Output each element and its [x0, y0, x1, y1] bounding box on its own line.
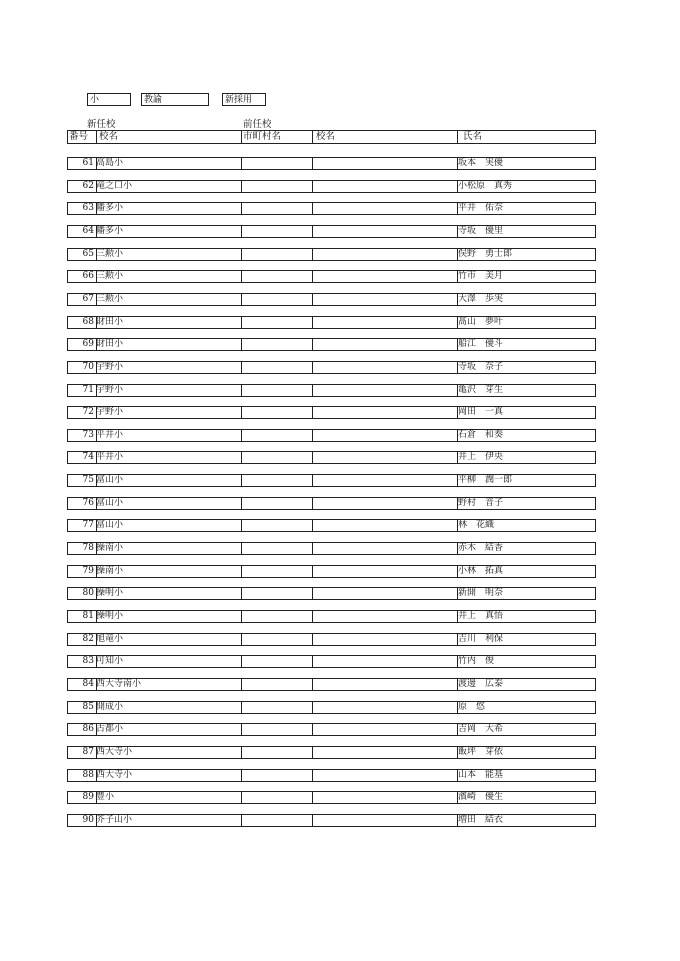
prev-school-cell	[314, 181, 456, 192]
municipality-cell	[243, 158, 311, 169]
municipality-cell	[243, 203, 311, 214]
school-name: 操南小	[96, 543, 124, 553]
prev-school-cell	[314, 430, 456, 441]
table-row	[67, 293, 596, 306]
table-row	[67, 587, 596, 600]
person-name: 平柳 潤一郎	[458, 475, 513, 486]
divider	[241, 316, 242, 329]
row-number: 77	[82, 520, 94, 531]
divider	[241, 497, 242, 510]
row-number: 87	[82, 746, 94, 757]
prev-school-cell	[314, 792, 456, 803]
divider	[241, 474, 242, 487]
school-name: 三勲小	[96, 271, 124, 282]
person-name: 濱崎 優生	[458, 792, 504, 803]
municipality-cell	[243, 634, 311, 645]
divider	[96, 131, 97, 143]
prev-school-cell	[314, 679, 456, 690]
table-row	[67, 723, 596, 736]
col-prev-school-name: 校名	[316, 131, 336, 142]
person-name: 赤木 結香	[458, 543, 504, 553]
prev-school-cell	[314, 271, 456, 282]
row-number: 90	[82, 814, 94, 825]
person-name: 石倉 和奏	[458, 429, 504, 440]
row-number: 89	[82, 792, 94, 803]
prev-school-cell	[314, 475, 456, 486]
divider	[312, 451, 313, 464]
municipality-cell	[243, 181, 311, 192]
row-number: 68	[82, 316, 94, 327]
person-name: 飯坪 芽依	[458, 746, 504, 757]
school-name: 宇野小	[96, 361, 124, 372]
school-name: 古都小	[96, 724, 124, 735]
divider	[312, 701, 313, 714]
person-name: 亀沢 芽生	[458, 384, 504, 395]
person-name: 平井 佑奈	[458, 203, 504, 214]
col-municipality: 市町村名	[243, 131, 282, 142]
prev-school-cell	[314, 339, 456, 350]
person-name: 岡田 一真	[458, 407, 504, 418]
divider	[241, 338, 242, 351]
prev-school-cell	[314, 747, 456, 758]
divider	[241, 270, 242, 283]
prev-school-cell	[314, 724, 456, 735]
school-name: 開成小	[96, 701, 124, 712]
table-row	[67, 474, 596, 487]
person-name: 寺坂 優里	[458, 225, 504, 236]
row-number: 88	[82, 769, 94, 780]
person-name: 髙山 夢叶	[458, 316, 504, 327]
school-name: 財田小	[96, 339, 124, 350]
municipality-cell	[243, 475, 311, 486]
row-number: 86	[82, 724, 94, 735]
table-row	[67, 361, 596, 374]
table-row	[67, 157, 596, 170]
prev-school-cell	[314, 702, 456, 713]
divider	[312, 678, 313, 691]
municipality-cell	[243, 498, 311, 509]
table-row	[67, 202, 596, 215]
municipality-cell	[243, 339, 311, 350]
divider	[312, 180, 313, 193]
divider	[312, 293, 313, 306]
school-name: 富山小	[96, 475, 124, 486]
table-row	[67, 814, 596, 827]
row-number: 62	[82, 180, 94, 191]
school-name: 富山小	[96, 497, 124, 508]
prev-school-cell	[314, 362, 456, 373]
school-name: 宇野小	[96, 384, 124, 395]
prev-school-cell	[314, 452, 456, 463]
person-name: 吉川 利保	[458, 633, 504, 644]
row-number: 80	[82, 588, 94, 599]
divider	[241, 701, 242, 714]
divider	[241, 791, 242, 804]
new-school-group-header: 新任校	[87, 119, 116, 130]
prev-school-group-header: 前任校	[243, 119, 272, 130]
table-row	[67, 633, 596, 646]
prev-school-cell	[314, 158, 456, 169]
school-name: 高島小	[96, 158, 124, 168]
municipality-cell	[243, 792, 311, 803]
divider	[241, 293, 242, 306]
divider	[312, 225, 313, 238]
divider	[241, 769, 242, 782]
category-box: 新採用	[222, 93, 266, 106]
divider	[312, 791, 313, 804]
prev-school-cell	[314, 249, 456, 260]
school-name: 操南小	[96, 565, 124, 576]
municipality-cell	[243, 543, 311, 554]
prev-school-cell	[314, 611, 456, 622]
person-name: 野村 音子	[458, 497, 504, 508]
divider	[241, 202, 242, 215]
school-name: 幡多小	[96, 225, 124, 236]
row-number: 76	[82, 497, 94, 508]
divider	[312, 338, 313, 351]
school-name: 財田小	[96, 316, 124, 327]
person-name: 小松原 真秀	[458, 180, 513, 191]
person-name: 俣野 勇士郎	[458, 248, 513, 259]
table-row	[67, 769, 596, 782]
table-row	[67, 565, 596, 578]
municipality-cell	[243, 271, 311, 282]
divider	[241, 225, 242, 238]
person-name: 井上 伊央	[458, 452, 504, 463]
divider	[241, 131, 242, 143]
municipality-cell	[243, 770, 311, 781]
prev-school-cell	[314, 317, 456, 328]
divider	[312, 723, 313, 736]
prev-school-cell	[314, 520, 456, 531]
person-name: 原 悠	[458, 701, 486, 712]
divider	[312, 655, 313, 668]
divider	[241, 157, 242, 170]
municipality-cell	[243, 385, 311, 396]
column-header-row	[67, 131, 596, 144]
person-name: 坂本 実優	[458, 158, 504, 168]
table-row	[67, 542, 596, 555]
school-name: 旭竜小	[96, 633, 124, 644]
row-number: 75	[82, 475, 94, 486]
col-school-name: 校名	[99, 131, 119, 142]
municipality-cell	[243, 520, 311, 531]
person-name: 林 花織	[458, 520, 495, 531]
divider	[241, 746, 242, 759]
school-name: 平井小	[96, 429, 124, 440]
divider	[312, 814, 313, 827]
person-name: 井上 真悟	[458, 611, 504, 621]
school-name: 幡多小	[96, 203, 124, 214]
row-number: 70	[82, 361, 94, 372]
divider	[241, 542, 242, 555]
divider	[312, 384, 313, 397]
divider	[312, 542, 313, 555]
municipality-cell	[243, 747, 311, 758]
divider	[312, 248, 313, 261]
divider	[241, 248, 242, 261]
prev-school-cell	[314, 203, 456, 214]
divider	[457, 131, 458, 143]
person-name: 吉岡 大希	[458, 724, 504, 735]
prev-school-cell	[314, 656, 456, 667]
school-name: 可知小	[96, 656, 124, 667]
person-name: 小林 拓真	[458, 565, 504, 576]
table-row	[67, 519, 596, 532]
school-name: 西大寺小	[96, 769, 133, 780]
municipality-cell	[243, 226, 311, 237]
municipality-cell	[243, 452, 311, 463]
row-number: 82	[82, 633, 94, 644]
divider	[312, 474, 313, 487]
row-number: 69	[82, 339, 94, 350]
divider	[312, 610, 313, 623]
prev-school-cell	[314, 294, 456, 305]
table-row	[67, 429, 596, 442]
table-row	[67, 225, 596, 238]
table-row	[67, 180, 596, 193]
divider	[241, 429, 242, 442]
prev-school-cell	[314, 226, 456, 237]
prev-school-cell	[314, 634, 456, 645]
table-row	[67, 655, 596, 668]
divider	[312, 361, 313, 374]
row-number: 63	[82, 203, 94, 214]
municipality-cell	[243, 249, 311, 260]
divider	[241, 180, 242, 193]
prev-school-cell	[314, 407, 456, 418]
municipality-cell	[243, 656, 311, 667]
row-number: 79	[82, 565, 94, 576]
school-name: 三勲小	[96, 293, 124, 304]
school-name: 竜之口小	[96, 180, 133, 191]
col-person-name: 氏名	[463, 131, 483, 142]
school-name: 西大寺小	[96, 746, 133, 757]
row-number: 65	[82, 248, 94, 259]
table-row	[67, 384, 596, 397]
row-number: 72	[82, 407, 94, 418]
prev-school-cell	[314, 770, 456, 781]
prev-school-cell	[314, 815, 456, 826]
divider	[241, 723, 242, 736]
divider	[312, 633, 313, 646]
row-number: 74	[82, 452, 94, 463]
table-row	[67, 610, 596, 623]
divider	[312, 519, 313, 532]
divider	[312, 316, 313, 329]
row-number: 67	[82, 293, 94, 304]
row-number: 84	[82, 678, 94, 689]
person-name: 増田 結衣	[458, 814, 504, 825]
prev-school-cell	[314, 385, 456, 396]
municipality-cell	[243, 294, 311, 305]
divider	[241, 814, 242, 827]
divider	[241, 565, 242, 578]
person-name: 大澤 歩実	[458, 293, 504, 304]
municipality-cell	[243, 702, 311, 713]
municipality-cell	[243, 566, 311, 577]
school-name: 宇野小	[96, 407, 124, 418]
divider	[312, 769, 313, 782]
person-name: 寺坂 奈子	[458, 361, 504, 372]
divider	[312, 429, 313, 442]
municipality-cell	[243, 611, 311, 622]
divider	[312, 587, 313, 600]
municipality-cell	[243, 317, 311, 328]
municipality-cell	[243, 679, 311, 690]
divider	[312, 270, 313, 283]
position-box: 教諭	[141, 93, 209, 106]
divider	[241, 678, 242, 691]
row-number: 81	[82, 611, 94, 621]
row-number: 83	[82, 656, 94, 667]
divider	[241, 610, 242, 623]
table-row	[67, 497, 596, 510]
divider	[312, 202, 313, 215]
school-name: 操明小	[96, 588, 124, 599]
table-row	[67, 746, 596, 759]
divider	[312, 746, 313, 759]
table-row	[67, 270, 596, 283]
school-name: 富山小	[96, 520, 124, 531]
person-name: 竹市 美月	[458, 271, 504, 282]
municipality-cell	[243, 724, 311, 735]
row-number: 71	[82, 384, 94, 395]
divider	[241, 655, 242, 668]
person-name: 渡邊 広泰	[458, 678, 504, 689]
person-name: 山本 能基	[458, 769, 504, 780]
prev-school-cell	[314, 588, 456, 599]
divider	[312, 131, 313, 143]
person-name: 新開 明奈	[458, 588, 504, 599]
table-row	[67, 406, 596, 419]
col-number: 番号	[69, 131, 89, 142]
divider	[241, 451, 242, 464]
school-type-box: 小	[87, 93, 131, 106]
row-number: 78	[82, 543, 94, 553]
table-row	[67, 701, 596, 714]
divider	[241, 384, 242, 397]
divider	[312, 497, 313, 510]
prev-school-cell	[314, 543, 456, 554]
divider	[241, 361, 242, 374]
school-name: 操明小	[96, 611, 124, 621]
row-number: 64	[82, 225, 94, 236]
table-row	[67, 451, 596, 464]
municipality-cell	[243, 407, 311, 418]
divider	[312, 157, 313, 170]
divider	[241, 406, 242, 419]
divider	[312, 406, 313, 419]
prev-school-cell	[314, 566, 456, 577]
school-name: 西大寺南小	[96, 678, 142, 689]
municipality-cell	[243, 588, 311, 599]
row-number: 66	[82, 271, 94, 282]
person-name: 竹内 俊	[458, 656, 495, 667]
prev-school-cell	[314, 498, 456, 509]
table-row	[67, 338, 596, 351]
municipality-cell	[243, 815, 311, 826]
divider	[241, 587, 242, 600]
municipality-cell	[243, 430, 311, 441]
table-row	[67, 678, 596, 691]
row-number: 73	[82, 429, 94, 440]
school-name: 芥子山小	[96, 814, 133, 825]
school-name: 三勲小	[96, 248, 124, 259]
table-row	[67, 316, 596, 329]
person-name: 船江 優斗	[458, 339, 504, 350]
municipality-cell	[243, 362, 311, 373]
table-row	[67, 791, 596, 804]
divider	[241, 633, 242, 646]
divider	[241, 519, 242, 532]
table-row	[67, 248, 596, 261]
row-number: 61	[82, 158, 94, 168]
divider	[312, 565, 313, 578]
row-number: 85	[82, 701, 94, 712]
school-name: 平井小	[96, 452, 124, 463]
school-name: 豊小	[96, 792, 115, 803]
